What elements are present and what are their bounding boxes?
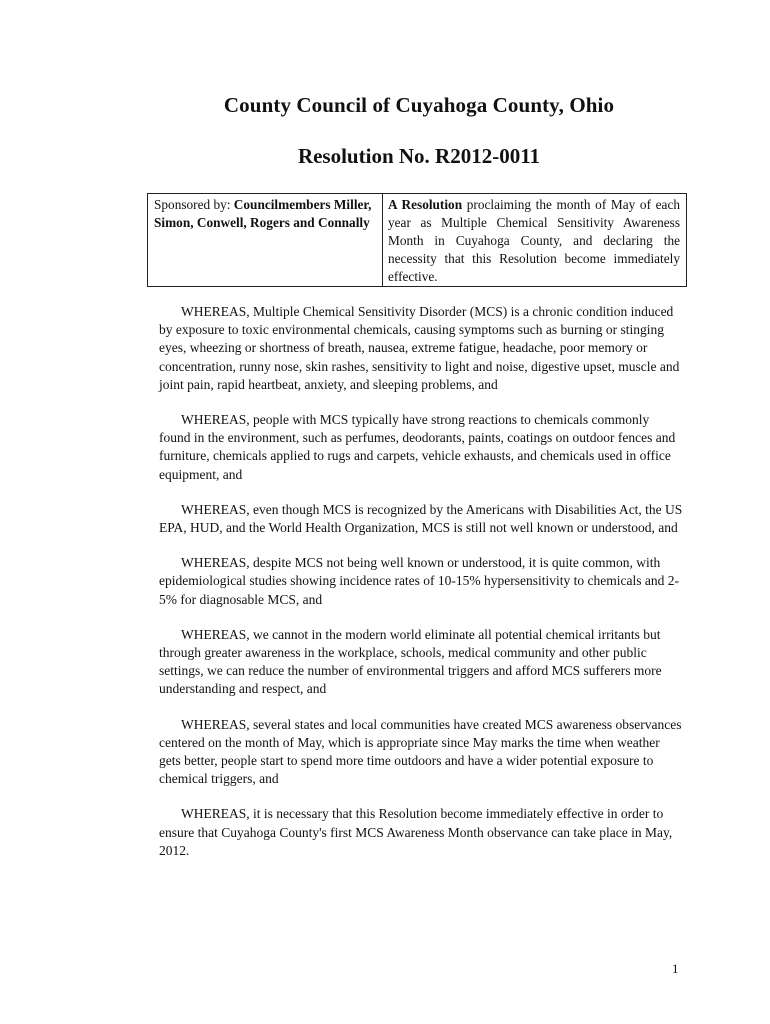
summary-lead: A Resolution [388,197,463,212]
sponsor-cell [148,194,383,287]
summary-cell [383,194,687,287]
whereas-clauses [159,303,683,877]
whereas-paragraph: WHEREAS, even though MCS is recognized by the Americans with Disabilities Act, the US EPA, HUD, and the World Health Organization, MCS is still not well known or understood, and [159,501,683,536]
sponsor-label: Sponsored by: [154,197,234,212]
sponsor-names: Councilmembers Miller, Simon, Conwell, Rogers and Connally [154,197,372,230]
council-title: County Council of Cuyahoga County, Ohio [223,93,615,117]
whereas-paragraph: WHEREAS, several states and local communities have created MCS awareness observances centered on the month of May, which is appropriate since May marks the time when weather gets better, people start to spend more time outdoors and have a wider potential exposure to chemical triggers, and [159,716,682,787]
summary-text: proclaiming the month of May of each year as Multiple Chemical Sensitivity Awareness Month in Cuyahoga County, and declaring the necessity that this Resolution become immediately effective. [388,197,680,284]
whereas-paragraph: WHEREAS, it is necessary that this Resolution become immediately effective in order to ensure that Cuyahoga County's first MCS Awareness Month observance can take place in May, 2012. [159,806,673,858]
whereas-paragraph: WHEREAS, we cannot in the modern world eliminate all potential chemical irritants but through greater awareness in the workplace, schools, medical community and other public settings, we can reduce the number of environmental triggers and afford MCS sufferers more understanding and respect, and [159,626,662,697]
whereas-paragraph: WHEREAS, Multiple Chemical Sensitivity Disorder (MCS) is a chronic condition induced by exposure to toxic environmental chemicals, causing symptoms such as burning or stinging eyes, wheezing or shortness of breath, nausea, extreme fatigue, headache, poor memory or concentration, runny nose, skin rashes, sensitivity to light and noise, digestive upset, muscle and joint pain, rapid heartbeat, anxiety, and sleeping problems, and [159,304,680,392]
whereas-paragraph: WHEREAS, despite MCS not being well known or understood, it is quite common, with epidemiological studies showing incidence rates of 10-15% hypersensitivity to chemicals and 2-5% for diagnosable MCS, and [159,555,679,607]
resolution-header-table [147,193,687,287]
whereas-paragraph: WHEREAS, people with MCS typically have strong reactions to chemicals commonly found in the environment, such as perfumes, deodorants, paints, coatings on outdoor fences and furniture, chemicals applied to rugs and carpets, vehicle exhausts, and chemicals used in office equipment, and [159,412,676,482]
page-number: 1 [672,961,679,976]
resolution-number: Resolution No. R2012-0011 [297,144,541,168]
